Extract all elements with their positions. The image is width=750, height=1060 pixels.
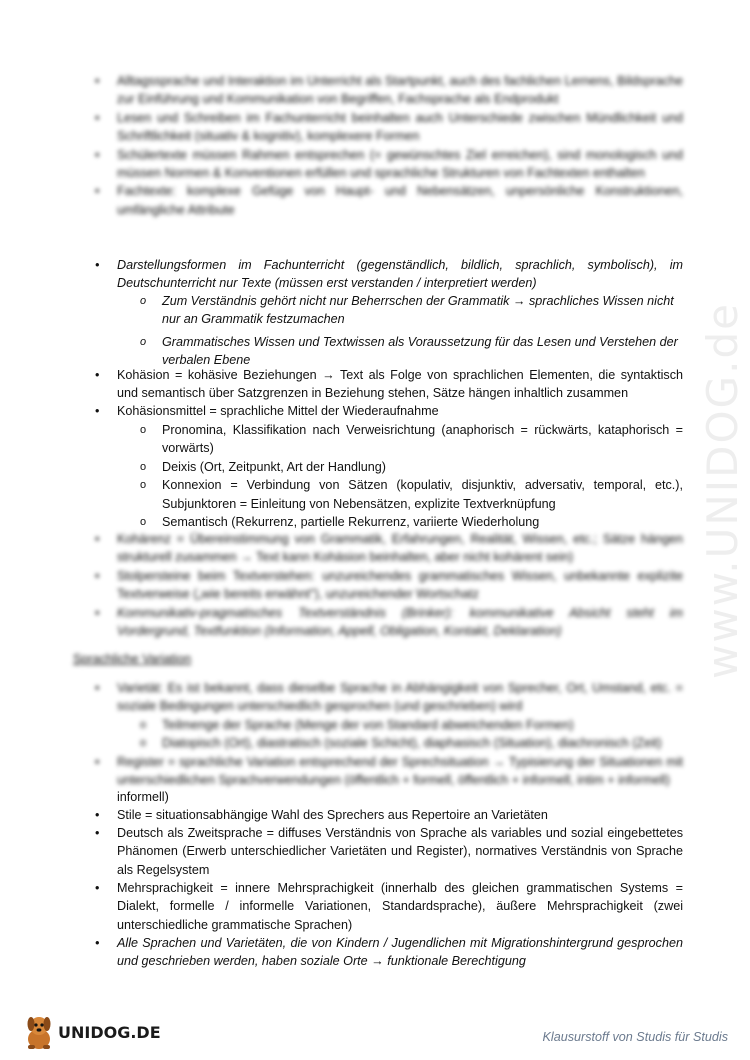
sub-item: o Pronomina, Klassifikation nach Verweisrichtung (anaphorisch = rückwärts, kataphorisch = vorwärts) — [140, 421, 683, 458]
footer-tagline: Klausurstoff von Studis für Studis — [542, 1030, 728, 1044]
list-item: • Kohärenz = Übereinstimmung von Grammatik, Erfahrungen, Realität, Wissen, etc.; Sätze hängen strukturell zusammen → Text kann Kohäsion beinhalten, aber nicht kohärent sein) — [95, 530, 683, 567]
list-item: • Kommunikativ-pragmatisches Textverständnis (Brinker): kommunikative Absicht steht im Vordergrund, Textfunktion (Information, Appell, Obligation, Kontakt, Deklaration) — [95, 604, 683, 641]
sub-item: o Deixis (Ort, Zeitpunkt, Art der Handlung) — [140, 458, 683, 476]
bullet-darstellungsformen: • Darstellungsformen im Fachunterricht (gegenständlich, bildlich, sprachlich, symbolisch), im Deutschunterricht nur Texte (müssen erst verstanden / interpretiert werden) — [95, 256, 683, 293]
dog-icon — [22, 1013, 56, 1051]
blurred-list-2 — [95, 530, 683, 640]
sublist-kohaesionsmittel — [140, 421, 683, 531]
sub-item: o Diatopisch (Ort), diastratisch (soziale Schicht), diaphasisch (Situation), diachronisch (Zeit) — [140, 734, 683, 752]
sub-item: o Teilmenge der Sprache (Menge der von Standard abweichenden Formen) — [140, 716, 683, 734]
bullet-daz: • Deutsch als Zweitsprache = diffuses Verständnis von Sprache als variables und sozial eingebettetes Phänomen (Erwerb unterschiedlicher Varietäten und Register), normatives Verständnis von Sprache als Regelsystem — [95, 824, 683, 879]
sublist-darstellungsformen — [140, 292, 683, 370]
watermark: www.UNIDOG.de — [697, 301, 747, 679]
section-heading: Sprachliche Variation — [73, 652, 192, 666]
unidog-logo — [22, 1012, 182, 1052]
logo-text: UNIDOG.DE — [58, 1022, 161, 1042]
blurred-list-3 — [95, 679, 683, 716]
list-item: • Varietät: Es ist bekannt, dass dieselbe Sprache in Abhängigkeit von Sprecher, Ort, Umstand, etc. = soziale Bedingungen unterschiedlich gesprochen (und geschrieben) wird — [95, 679, 683, 716]
bullet-stile: • Stile = situationsabhängige Wahl des Sprechers aus Repertoire an Varietäten — [95, 806, 683, 824]
blurred-register — [95, 753, 683, 790]
blurred-sublist — [140, 716, 683, 753]
list-item: • Lesen und Schreiben im Fachunterricht beinhalten auch Unterschiede zwischen Mündlichkeit und Schriftlichkeit (situativ & kognitiv), komplexere Formen — [95, 109, 683, 146]
sub-item: o Grammatisches Wissen und Textwissen als Voraussetzung für das Lesen und Verstehen der verbalen Ebene — [140, 333, 683, 370]
bullet-mehrsprachigkeit: • Mehrsprachigkeit = innere Mehrsprachigkeit (innerhalb des gleichen grammatischen Systems = Dialekt, formelle / informelle Variationen, Standardsprache), äußere Mehrsprachigkeit (zwei unterschiedliche grammatische Sprachen) — [95, 879, 683, 934]
list-item: • Fachtexte: komplexe Gefüge von Haupt- und Nebensätzen, unpersönliche Konstruktionen, umfängliche Attribute — [95, 182, 683, 219]
list-item: • Alltagssprache und Interaktion im Unterricht als Startpunkt, auch des fachlichen Lernens, Bildsprache zur Einführung und Kommunikation von Begriffen, Fachsprache als Endprodukt — [95, 72, 683, 109]
sub-item: o Semantisch (Rekurrenz, partielle Rekurrenz, variierte Wiederholung — [140, 513, 683, 531]
sub-item: o Konnexion = Verbindung von Sätzen (kopulativ, disjunktiv, adversativ, temporal, etc.), Subjunktoren = Einleitung von Nebensätzen, explizite Textverknüpfung — [140, 476, 683, 513]
list-item: • Register = sprachliche Variation entsprechend der Sprechsituation → Typisierung der Situationen mit unterschiedlichen Sprachverwendungen (öffentlich + formell, öffentlich + informell, intim + informell) — [95, 753, 683, 790]
bullet-kohaesion: • Kohäsion = kohäsive Beziehungen → Text als Folge von sprachlichen Elementen, die syntaktisch und semantisch über Satzgrenzen in Beziehung stehen, Sätze hängen inhaltlich zusammen — [95, 366, 683, 403]
list-item: • Schülertexte müssen Rahmen entsprechen (= gewünschtes Ziel erreichen), sind monologisch und müssen Normen & Konventionen erfüllen und sprachliche Strukturen von Fachtexten enthalten — [95, 146, 683, 183]
register-tail: informell) — [117, 790, 169, 804]
bullet-alle-sprachen: • Alle Sprachen und Varietäten, die von Kindern / Jugendlichen mit Migrationshintergrund gesprochen und geschrieben werden, haben soziale Orte → funktionale Berechtigung — [95, 934, 683, 971]
bullet-kohaesionsmittel: • Kohäsionsmittel = sprachliche Mittel der Wiederaufnahme — [95, 402, 683, 420]
list-item: • Stolpersteine beim Textverstehen: unzureichendes grammatisches Wissen, unbekannte explizite Textverweise („wie bereits erwähnt"), unzureichender Wortschatz — [95, 567, 683, 604]
sub-item: o Zum Verständnis gehört nicht nur Beherrschen der Grammatik → sprachliches Wissen nicht nur an Grammatik festzumachen — [140, 292, 683, 329]
blurred-list-1 — [95, 72, 683, 219]
